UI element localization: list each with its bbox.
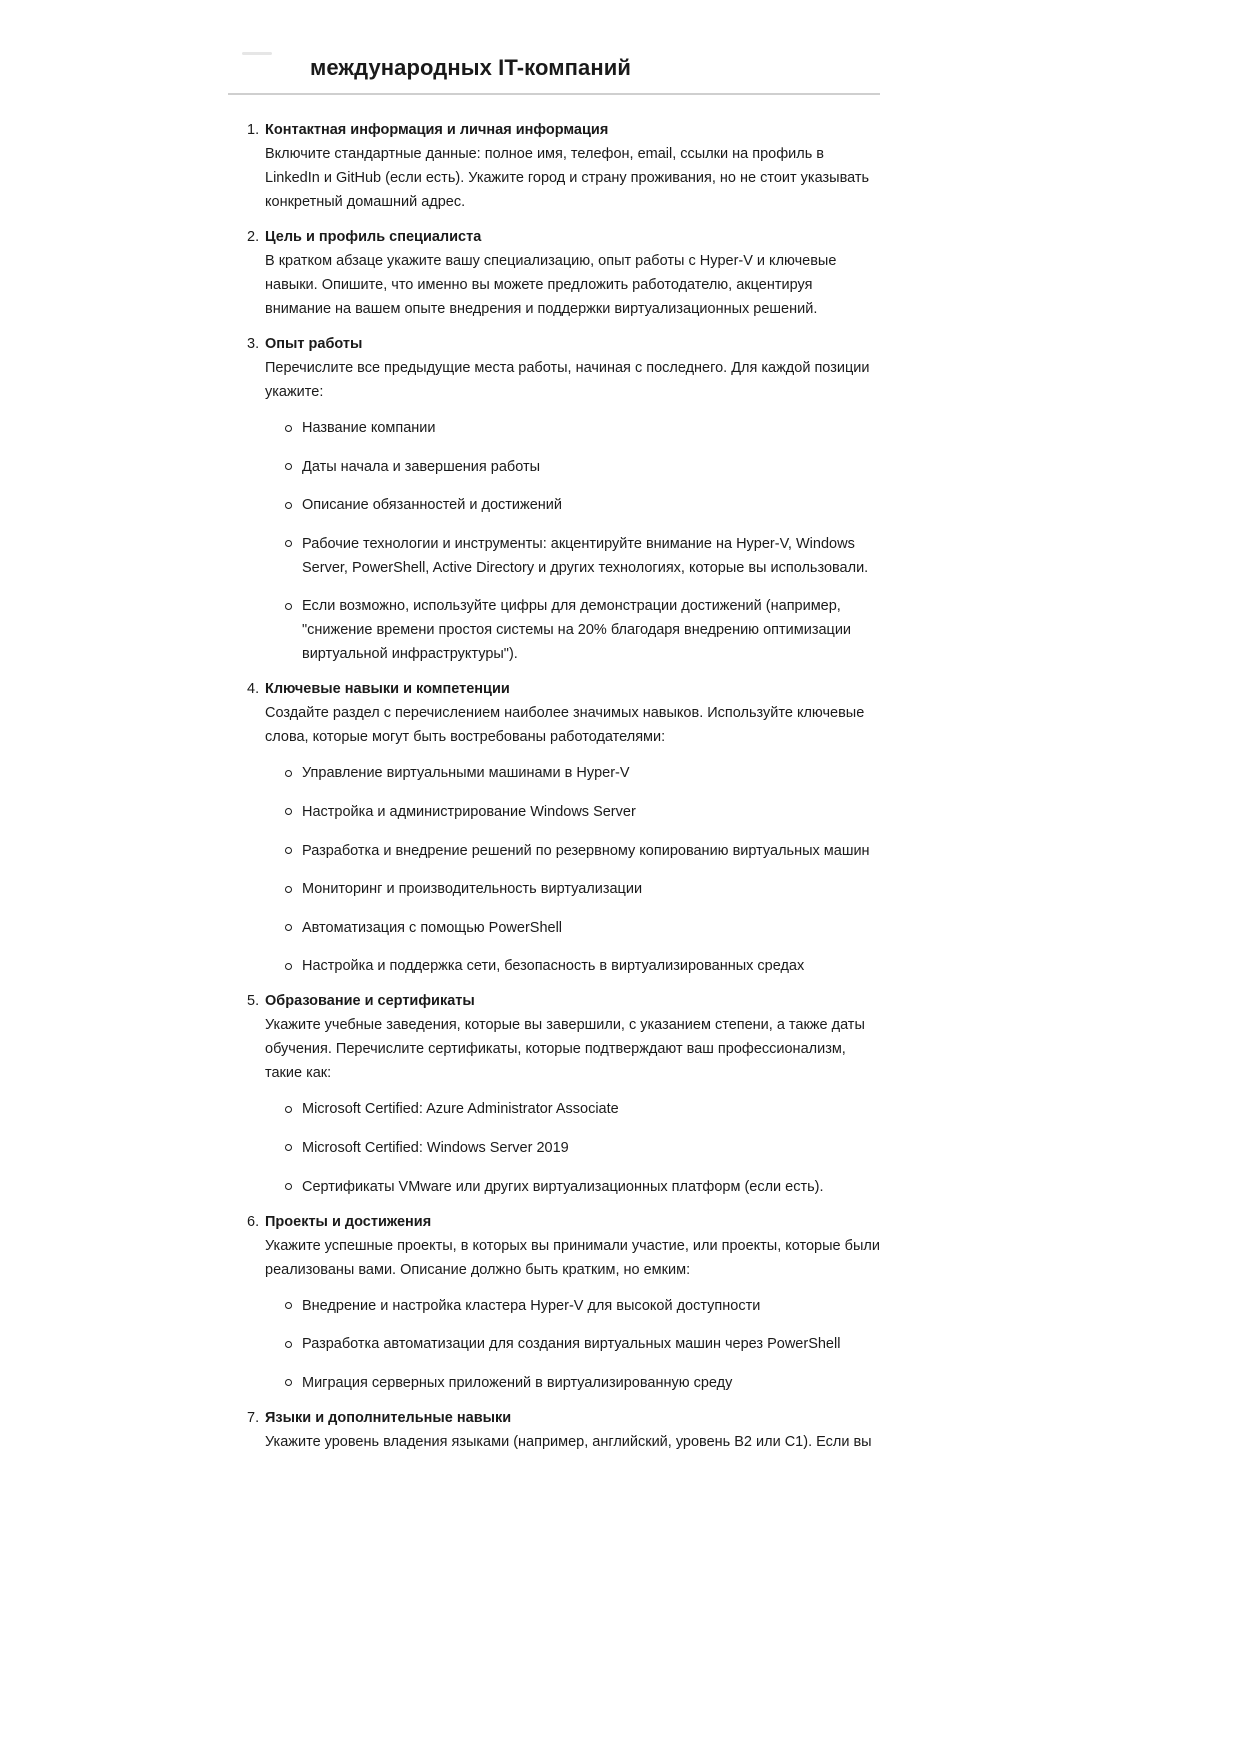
list-item [265, 916, 880, 940]
list-item-text: Разработка автоматизации для создания виртуальных машин через PowerShell [302, 1336, 841, 1353]
bullet-circle-icon [285, 1341, 292, 1348]
bullet-list [265, 1294, 880, 1395]
section-body: Укажите успешные проекты, в которых вы принимали участие, или проекты, которые были реализованы вами. Описание должно быть кратким, но емким: [265, 1237, 880, 1278]
bullet-circle-icon [285, 963, 292, 970]
list-item-text: Сертификаты VMware или других виртуализационных платформ (если есть). [302, 1178, 824, 1195]
section-body: Создайте раздел с перечислением наиболее значимых навыков. Используйте ключевые слова, которые могут быть востребованы работодателями: [265, 705, 865, 746]
bullet-list [265, 761, 880, 978]
title-divider [228, 93, 880, 95]
list-item-text: Внедрение и настройка кластера Hyper-V для высокой доступности [302, 1297, 761, 1314]
section-number: 6. [247, 1213, 260, 1230]
bullet-circle-icon [285, 603, 292, 610]
bullet-list [265, 416, 880, 666]
list-item-text: Описание обязанностей и достижений [302, 497, 562, 514]
section-number: 7. [247, 1409, 260, 1426]
bullet-circle-icon [285, 847, 292, 854]
section-number: 3. [247, 336, 260, 352]
section-list [228, 118, 880, 1465]
bullet-circle-icon [285, 1379, 292, 1386]
list-item-text: Microsoft Certified: Windows Server 2019 [302, 1139, 569, 1156]
bullet-circle-icon [285, 502, 292, 509]
list-item [265, 1136, 880, 1160]
list-item [265, 455, 880, 479]
section-title: Опыт работы [265, 336, 363, 352]
list-item [265, 1332, 880, 1356]
section-title: Проекты и достижения [265, 1213, 432, 1230]
section-title: Языки и дополнительные навыки [265, 1409, 512, 1426]
section-body: Включите стандартные данные: полное имя, телефон, email, ссылки на профиль в LinkedIn и GitHub (если есть). Укажите город и страну проживания, но не стоит указывать конкретный домашний адрес. [265, 146, 870, 210]
list-item-text: Разработка и внедрение решений по резервному копированию виртуальных машин [302, 842, 870, 859]
section-item [228, 332, 880, 666]
list-item-text: Настройка и поддержка сети, безопасность в виртуализированных средах [302, 958, 805, 975]
list-item [265, 493, 880, 517]
section-item [228, 677, 880, 978]
list-item [265, 954, 880, 978]
bullet-circle-icon [285, 924, 292, 931]
bullet-circle-icon [285, 540, 292, 547]
bullet-circle-icon [285, 463, 292, 470]
section-body: Укажите уровень владения языками (например, английский, уровень B2 или C1). Если вы [265, 1433, 872, 1450]
list-item-text: Рабочие технологии и инструменты: акцентируйте внимание на Hyper-V, Windows Server, PowerShell, Active Directory и других технологиях, которые вы использовали. [302, 535, 869, 576]
list-item-text: Название компании [302, 420, 436, 436]
list-item-text: Миграция серверных приложений в виртуализированную среду [302, 1374, 733, 1391]
section-title: Ключевые навыки и компетенции [265, 681, 510, 698]
list-item-text: Даты начала и завершения работы [302, 458, 541, 475]
header-fragment [242, 52, 272, 55]
list-item-text: Настройка и администрирование Windows Server [302, 803, 636, 820]
bullet-circle-icon [285, 808, 292, 815]
list-item [265, 1294, 880, 1318]
list-item-text: Мониторинг и производительность виртуализации [302, 881, 643, 898]
bullet-circle-icon [285, 1144, 292, 1151]
bullet-circle-icon [285, 1183, 292, 1190]
list-item-text: Автоматизация с помощью PowerShell [302, 919, 563, 936]
section-item [228, 1210, 880, 1395]
list-item [265, 761, 880, 785]
section-number: 2. [247, 229, 260, 245]
list-item [265, 877, 880, 901]
section-item [228, 118, 880, 214]
section-body: В кратком абзаце укажите вашу специализацию, опыт работы с Hyper-V и ключевые навыки. Опишите, что именно вы можете предложить работодателю, акцентируя внимание на вашем опыте внедрения и поддержки виртуализационных решений. [265, 253, 837, 317]
list-item [265, 1371, 880, 1395]
list-item [265, 416, 880, 440]
list-item [265, 532, 880, 580]
list-item [265, 1097, 880, 1121]
list-item-text: Microsoft Certified: Azure Administrator Associate [302, 1101, 619, 1118]
section-body: Укажите учебные заведения, которые вы завершили, с указанием степени, а также даты обучения. Перечислите сертификаты, которые подтверждают ваш профессионализм, такие как: [265, 1017, 865, 1082]
list-item [265, 1175, 880, 1199]
section-number: 1. [247, 122, 260, 138]
bullet-circle-icon [285, 886, 292, 893]
list-item [265, 839, 880, 863]
bullet-list [265, 1097, 880, 1198]
bullet-circle-icon [285, 1302, 292, 1309]
section-item [228, 1406, 880, 1454]
section-number: 5. [247, 993, 260, 1010]
section-number: 4. [247, 681, 260, 698]
list-item-text: Управление виртуальными машинами в Hyper-V [302, 765, 630, 782]
document-title: международных IT-компаний [310, 55, 631, 80]
bullet-circle-icon [285, 770, 292, 777]
bullet-circle-icon [285, 425, 292, 432]
section-body: Перечислите все предыдущие места работы, начиная с последнего. Для каждой позиции укажите: [265, 360, 870, 400]
section-title: Контактная информация и личная информация [265, 122, 609, 138]
list-item [265, 800, 880, 824]
section-item [228, 989, 880, 1198]
section-title: Образование и сертификаты [265, 993, 475, 1010]
list-item-text: Если возможно, используйте цифры для демонстрации достижений (например, "снижение времени простоя системы на 20% благодаря внедрению оптимизации виртуальной инфраструктуры"). [302, 598, 852, 663]
section-title: Цель и профиль специалиста [265, 229, 482, 245]
section-item [228, 225, 880, 321]
bullet-circle-icon [285, 1106, 292, 1113]
list-item [265, 594, 880, 666]
